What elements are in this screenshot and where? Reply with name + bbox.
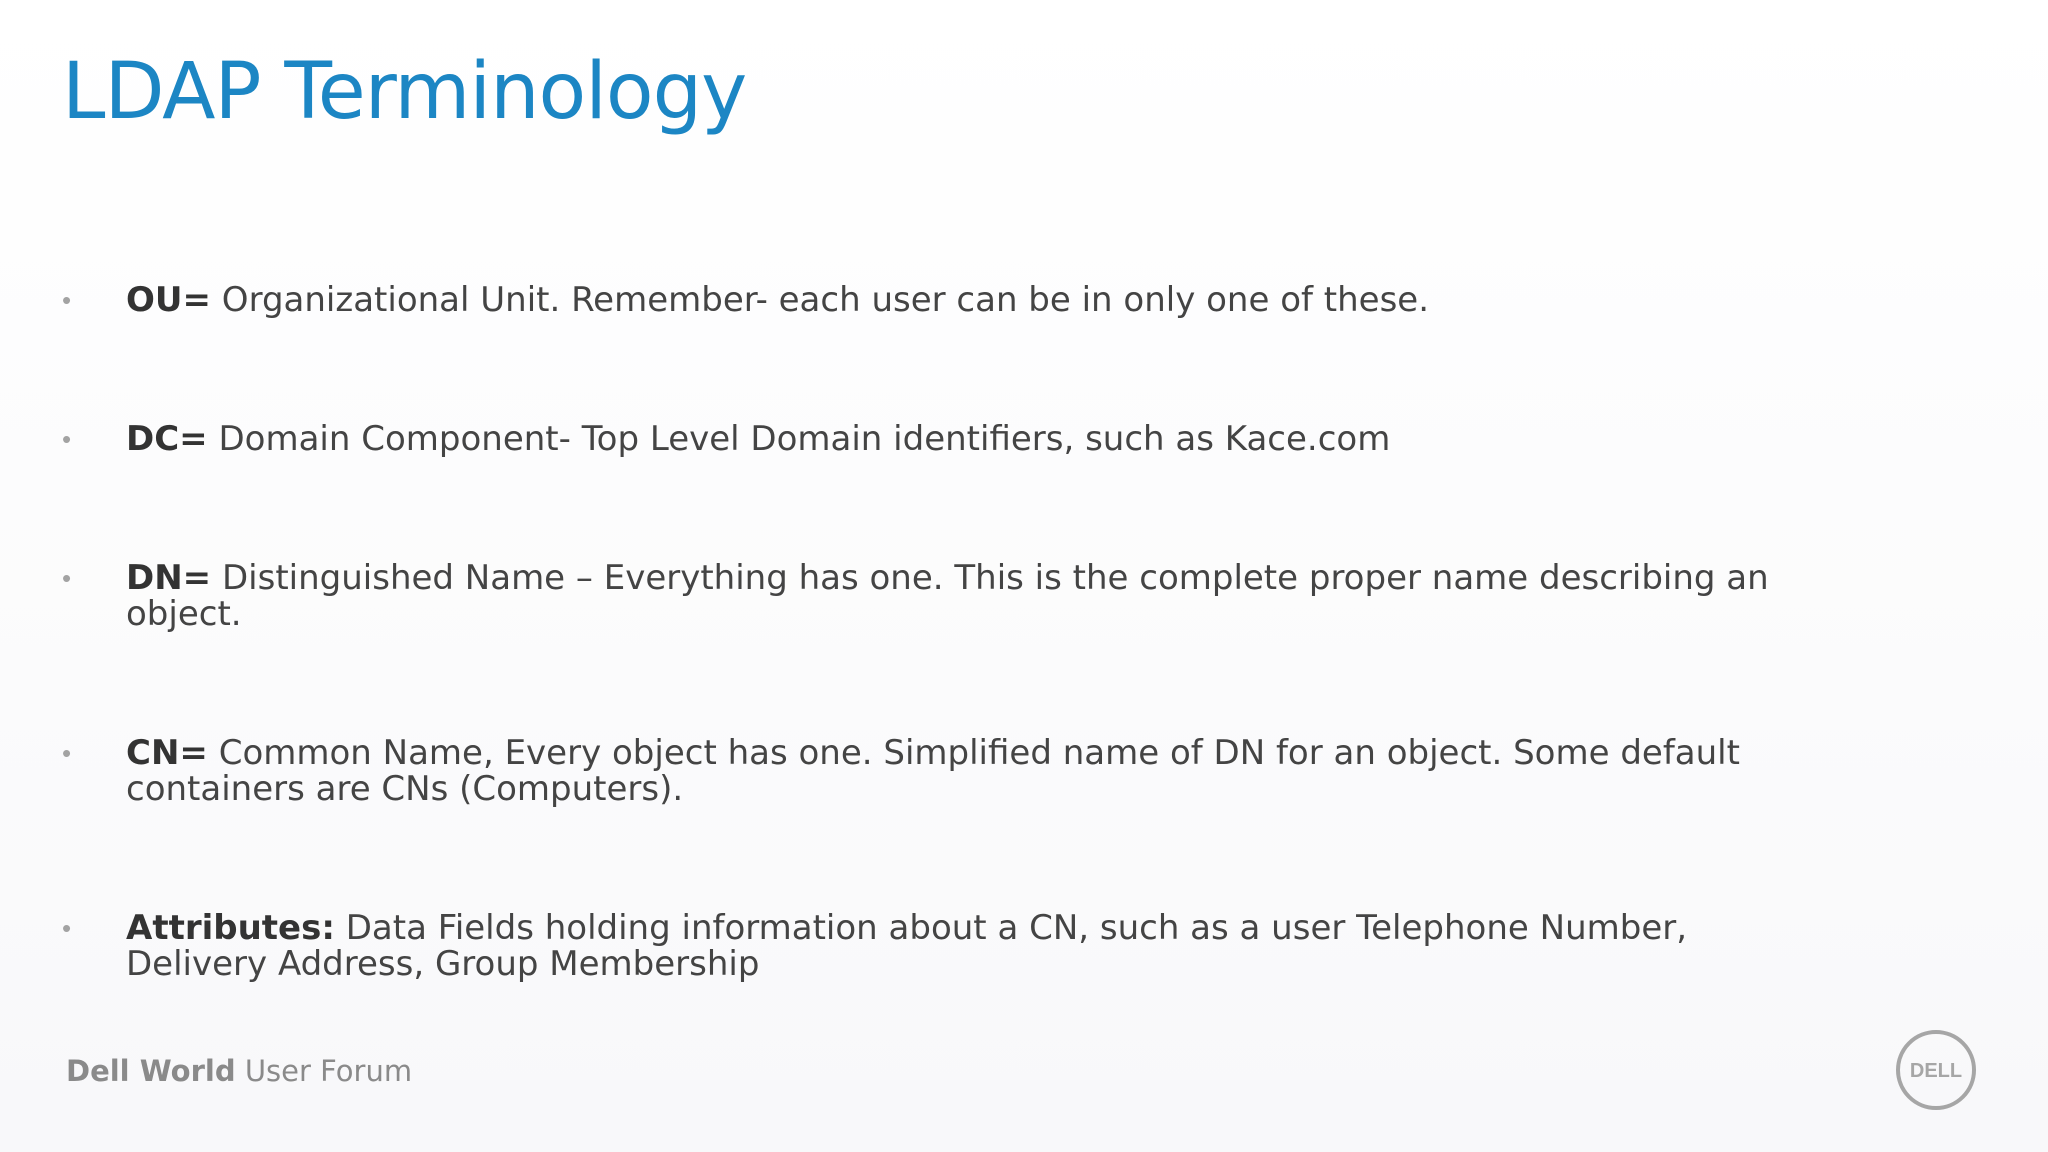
bullet-dot: • — [62, 738, 72, 768]
bullet-text — [126, 421, 1390, 457]
footer-subtitle: User Forum — [235, 1054, 413, 1088]
dell-logo-icon — [1894, 1028, 1978, 1112]
bullet-item-cn — [62, 735, 1822, 807]
bullet-text — [126, 560, 1822, 632]
footer-branding — [66, 1054, 412, 1088]
bullet-text — [126, 910, 1822, 982]
bullet-term: DN= — [126, 558, 212, 598]
bullet-term: DC= — [126, 419, 208, 459]
bullet-description: Domain Component- Top Level Domain identifiers, such as Kace.com — [207, 419, 1391, 459]
bullet-text — [126, 282, 1429, 318]
footer-brand: Dell World — [66, 1054, 236, 1088]
bullet-dot: • — [62, 424, 72, 454]
bullet-item-dn — [62, 560, 1822, 632]
dell-logo-text: DELL — [1909, 1060, 1963, 1082]
bullet-dot: • — [62, 285, 72, 315]
bullet-dot: • — [62, 913, 72, 943]
bullet-description: Organizational Unit. Remember- each user can be in only one of these. — [211, 280, 1430, 320]
bullet-text — [126, 735, 1822, 807]
bullet-description: Distinguished Name – Everything has one. This is the complete proper name describing an object. — [126, 558, 1769, 634]
bullet-term: OU= — [126, 280, 211, 320]
bullet-item-attributes — [62, 910, 1822, 982]
bullet-term: Attributes: — [126, 908, 335, 948]
bullet-description: Common Name, Every object has one. Simplified name of DN for an object. Some default containers are CNs (Computers). — [126, 733, 1740, 809]
bullet-description: Data Fields holding information about a CN, such as a user Telephone Number, Delivery Address, Group Membership — [126, 908, 1688, 984]
bullet-term: CN= — [126, 733, 208, 773]
bullet-item-ou — [62, 282, 1822, 318]
bullet-item-dc — [62, 421, 1822, 457]
slide-title: LDAP Terminology — [62, 47, 747, 137]
bullet-dot: • — [62, 563, 72, 593]
